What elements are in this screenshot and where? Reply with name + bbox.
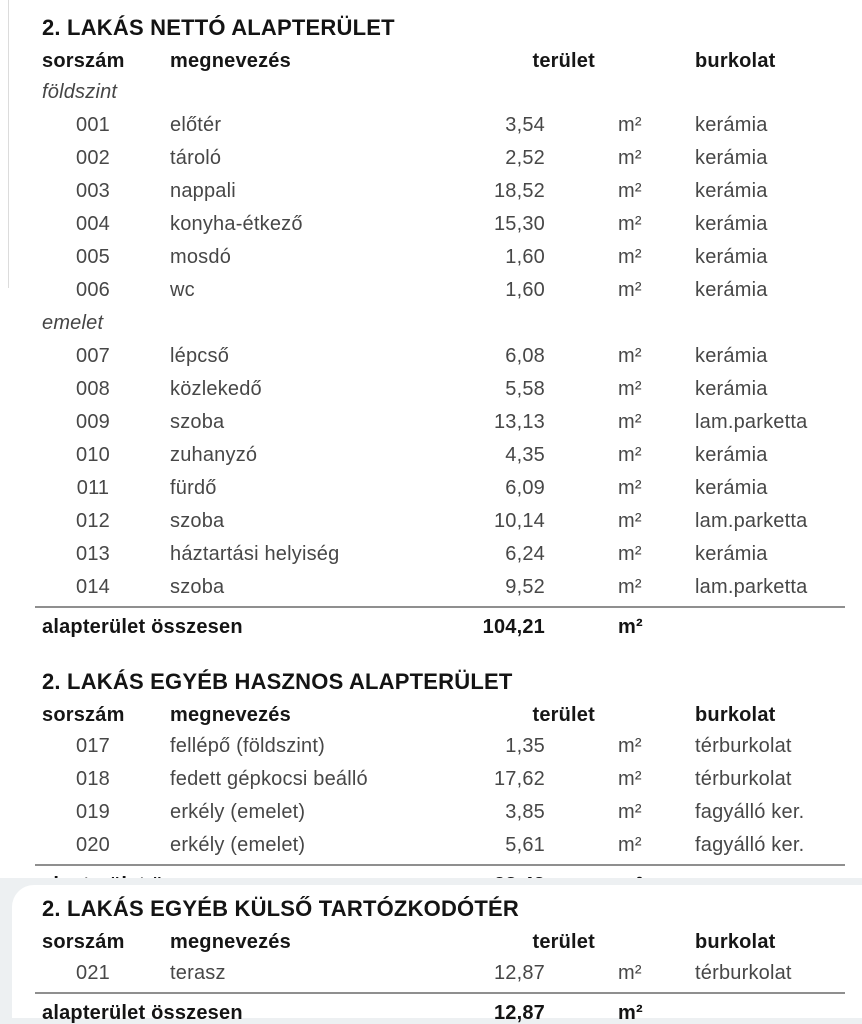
cell-terulet: 12,87 — [493, 962, 545, 984]
table-body — [42, 730, 820, 862]
cell-sorszam: 002 — [76, 147, 110, 169]
cell-megnevezes: szoba — [170, 576, 225, 598]
section-title: 2. LAKÁS EGYÉB KÜLSŐ TARTÓZKODÓTÉR — [42, 896, 519, 921]
table-row — [42, 208, 820, 241]
bottom-card-content — [12, 885, 862, 1024]
table-row — [42, 829, 820, 862]
cell-burkolat: kerámia — [695, 444, 768, 466]
col-header-terulet: terület — [532, 930, 595, 953]
cell-megnevezes: wc — [170, 279, 195, 301]
cell-burkolat: lam.parketta — [695, 411, 808, 433]
cell-unit: m² — [618, 213, 642, 235]
cell-terulet: 4,35 — [505, 444, 545, 466]
cell-unit: m² — [618, 180, 642, 202]
cell-terulet: 1,60 — [505, 279, 545, 301]
cell-megnevezes: közlekedő — [170, 378, 262, 400]
table-row — [42, 406, 820, 439]
cell-megnevezes: szoba — [170, 411, 225, 433]
total-value: 104,21 — [482, 615, 545, 638]
cell-unit: m² — [618, 246, 642, 268]
cell-burkolat: kerámia — [695, 180, 768, 202]
cell-sorszam: 010 — [76, 444, 110, 466]
table-row — [42, 274, 820, 307]
table-row — [42, 763, 820, 796]
total-row — [35, 606, 845, 646]
section-net-floor-area — [42, 12, 820, 646]
cell-terulet: 3,54 — [505, 114, 545, 136]
cell-unit: m² — [618, 411, 642, 433]
total-row — [35, 992, 845, 1024]
table-row — [42, 796, 820, 829]
col-header-sorszam: sorszám — [42, 49, 125, 72]
cell-burkolat: kerámia — [695, 345, 768, 367]
col-header-burkolat: burkolat — [695, 49, 776, 72]
col-header-megnevezes: megnevezés — [170, 703, 291, 726]
floor-group-label: földszint — [42, 81, 118, 103]
cell-sorszam: 019 — [76, 801, 110, 823]
cell-burkolat: fagyálló ker. — [695, 801, 805, 823]
cell-sorszam: 020 — [76, 834, 110, 856]
table-body — [42, 76, 820, 604]
cell-sorszam: 007 — [76, 345, 110, 367]
cell-sorszam: 004 — [76, 213, 110, 235]
table-header-row — [42, 927, 820, 957]
table-row — [42, 505, 820, 538]
table-row — [42, 957, 820, 990]
cell-megnevezes: háztartási helyiség — [170, 543, 340, 565]
table-row — [42, 175, 820, 208]
table-row — [42, 142, 820, 175]
cell-megnevezes: erkély (emelet) — [170, 801, 306, 823]
table-row — [42, 373, 820, 406]
section-outdoor-area — [42, 893, 820, 1024]
cell-unit: m² — [618, 345, 642, 367]
table-row — [42, 340, 820, 373]
table-row — [42, 241, 820, 274]
cell-unit: m² — [618, 114, 642, 136]
cell-sorszam: 017 — [76, 735, 110, 757]
cell-unit: m² — [618, 576, 642, 598]
cell-terulet: 18,52 — [493, 180, 545, 202]
cell-burkolat: kerámia — [695, 543, 768, 565]
cell-terulet: 17,62 — [493, 768, 545, 790]
table-row — [42, 730, 820, 763]
col-header-burkolat: burkolat — [695, 930, 776, 953]
cell-terulet: 1,35 — [505, 735, 545, 757]
col-header-terulet: terület — [532, 703, 595, 726]
cell-unit: m² — [618, 510, 642, 532]
col-header-megnevezes: megnevezés — [170, 49, 291, 72]
cell-sorszam: 012 — [76, 510, 110, 532]
table-row — [42, 439, 820, 472]
cell-unit: m² — [618, 543, 642, 565]
cell-burkolat: kerámia — [695, 477, 768, 499]
page-edge-line — [8, 0, 9, 288]
cell-unit: m² — [618, 444, 642, 466]
table-row — [42, 109, 820, 142]
cell-megnevezes: fedett gépkocsi beálló — [170, 768, 368, 790]
cell-sorszam: 008 — [76, 378, 110, 400]
cell-unit: m² — [618, 962, 642, 984]
cell-terulet: 15,30 — [493, 213, 545, 235]
cell-burkolat: térburkolat — [695, 962, 792, 984]
col-header-sorszam: sorszám — [42, 930, 125, 953]
cell-megnevezes: zuhanyzó — [170, 444, 258, 466]
cell-megnevezes: nappali — [170, 180, 236, 202]
table-header-row — [42, 46, 820, 76]
cell-burkolat: lam.parketta — [695, 576, 808, 598]
cell-terulet: 10,14 — [493, 510, 545, 532]
cell-megnevezes: előtér — [170, 114, 222, 136]
cell-terulet: 6,09 — [505, 477, 545, 499]
cell-terulet: 13,13 — [493, 411, 545, 433]
cell-terulet: 9,52 — [505, 576, 545, 598]
cell-unit: m² — [618, 768, 642, 790]
cell-sorszam: 009 — [76, 411, 110, 433]
cell-sorszam: 005 — [76, 246, 110, 268]
cell-burkolat: lam.parketta — [695, 510, 808, 532]
cell-burkolat: kerámia — [695, 213, 768, 235]
cell-unit: m² — [618, 279, 642, 301]
total-label: alapterület összesen — [42, 615, 243, 638]
cell-terulet: 5,58 — [505, 378, 545, 400]
cell-megnevezes: konyha-étkező — [170, 213, 303, 235]
cell-burkolat: fagyálló ker. — [695, 834, 805, 856]
total-label: alapterület összesen — [42, 1001, 243, 1024]
table-row — [42, 571, 820, 604]
col-header-sorszam: sorszám — [42, 703, 125, 726]
cell-megnevezes: fürdő — [170, 477, 217, 499]
cell-sorszam: 021 — [76, 962, 110, 984]
bottom-card-backdrop — [0, 878, 862, 1024]
cell-megnevezes: erkély (emelet) — [170, 834, 306, 856]
table-row — [42, 76, 820, 109]
cell-burkolat: térburkolat — [695, 735, 792, 757]
cell-megnevezes: terasz — [170, 962, 226, 984]
col-header-burkolat: burkolat — [695, 703, 776, 726]
cell-terulet: 3,85 — [505, 801, 545, 823]
cell-unit: m² — [618, 834, 642, 856]
cell-megnevezes: tároló — [170, 147, 222, 169]
total-value: 12,87 — [493, 1001, 545, 1024]
cell-burkolat: kerámia — [695, 279, 768, 301]
cell-sorszam: 013 — [76, 543, 110, 565]
cell-unit: m² — [618, 477, 642, 499]
cell-megnevezes: szoba — [170, 510, 225, 532]
cell-sorszam: 014 — [76, 576, 110, 598]
table-row — [42, 472, 820, 505]
table-body — [42, 957, 820, 990]
section-other-useful-area — [42, 666, 820, 904]
cell-terulet: 2,52 — [505, 147, 545, 169]
cell-unit: m² — [618, 147, 642, 169]
section-title: 2. LAKÁS EGYÉB HASZNOS ALAPTERÜLET — [42, 669, 513, 694]
total-unit: m² — [618, 1001, 643, 1024]
cell-megnevezes: lépcső — [170, 345, 230, 367]
floor-group-label: emelet — [42, 312, 104, 334]
cell-unit: m² — [618, 378, 642, 400]
cell-sorszam: 011 — [76, 477, 110, 499]
cell-burkolat: kerámia — [695, 147, 768, 169]
cell-burkolat: kerámia — [695, 246, 768, 268]
col-header-terulet: terület — [532, 49, 595, 72]
cell-terulet: 5,61 — [505, 834, 545, 856]
col-header-megnevezes: megnevezés — [170, 930, 291, 953]
bottom-card — [12, 885, 862, 1024]
cell-terulet: 6,24 — [505, 543, 545, 565]
table-header-row — [42, 700, 820, 730]
total-unit: m² — [618, 615, 643, 638]
cell-burkolat: térburkolat — [695, 768, 792, 790]
cell-sorszam: 018 — [76, 768, 110, 790]
cell-burkolat: kerámia — [695, 114, 768, 136]
section-title: 2. LAKÁS NETTÓ ALAPTERÜLET — [42, 15, 395, 40]
cell-burkolat: kerámia — [695, 378, 768, 400]
cell-sorszam: 006 — [76, 279, 110, 301]
table-row — [42, 538, 820, 571]
cell-terulet: 1,60 — [505, 246, 545, 268]
table-row — [42, 307, 820, 340]
cell-megnevezes: fellépő (földszint) — [170, 735, 325, 757]
cell-sorszam: 001 — [76, 114, 110, 136]
cell-unit: m² — [618, 801, 642, 823]
cell-sorszam: 003 — [76, 180, 110, 202]
cell-terulet: 6,08 — [505, 345, 545, 367]
cell-unit: m² — [618, 735, 642, 757]
cell-megnevezes: mosdó — [170, 246, 232, 268]
